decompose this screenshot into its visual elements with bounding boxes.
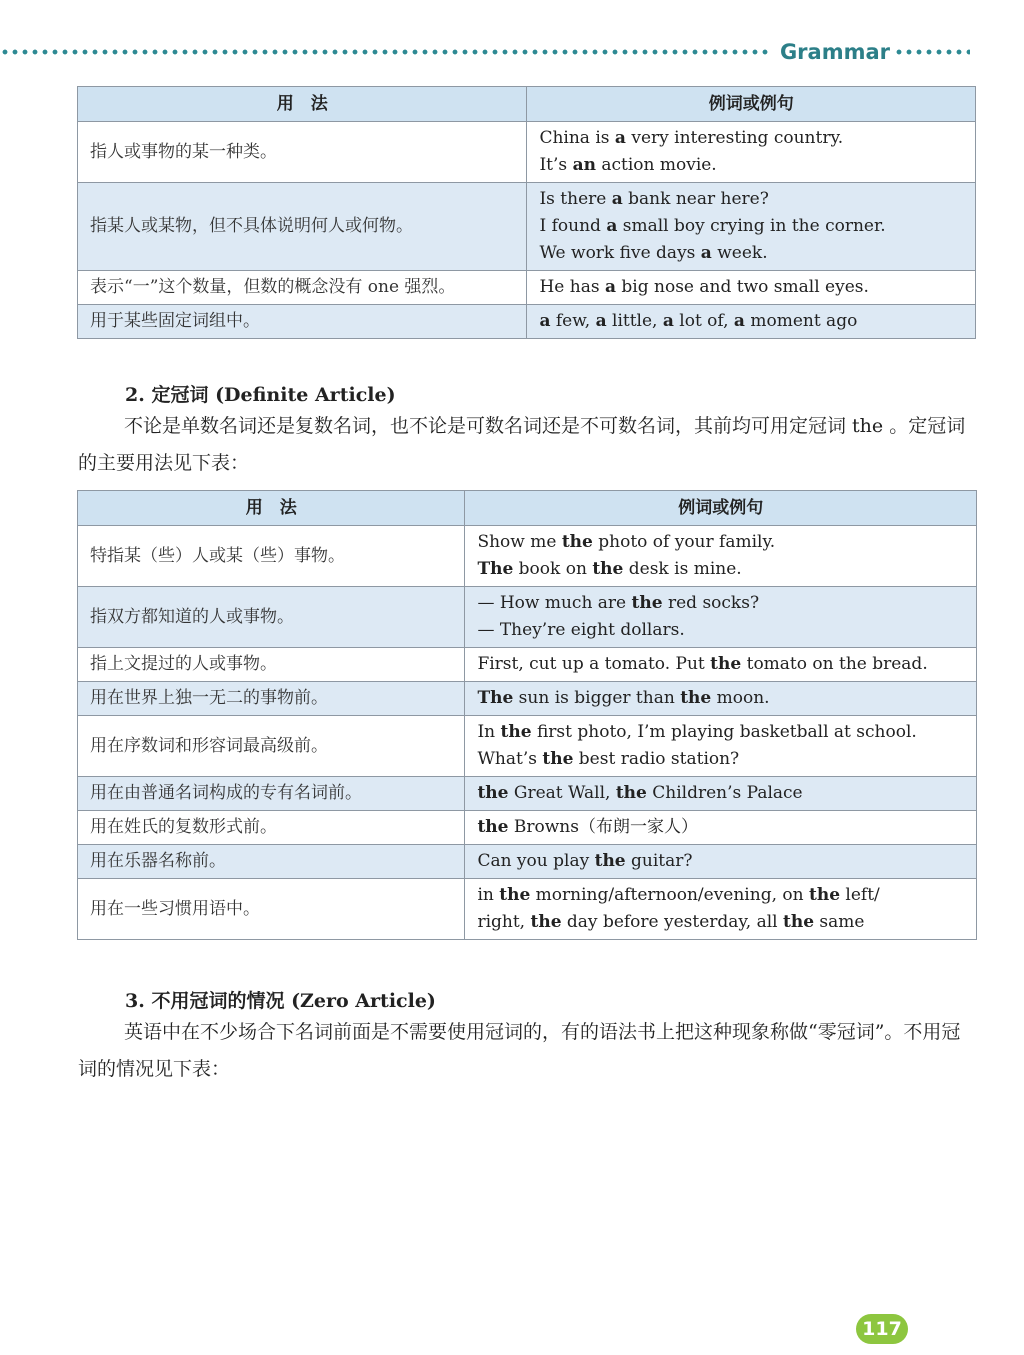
article-highlight: a: [662, 311, 674, 331]
article-highlight: a: [700, 243, 712, 263]
article-highlight: the: [542, 749, 574, 769]
section-title-zero-article: 3. 不用冠词的情况 (Zero Article): [125, 990, 436, 1012]
example-text: I found: [539, 216, 607, 236]
article-highlight: the: [783, 912, 815, 932]
example-text: moon.: [711, 688, 770, 708]
table-row: [78, 305, 976, 339]
example-text: book on: [513, 559, 593, 579]
usage-cell: 特指某（些）人或某（些）事物。: [78, 526, 465, 587]
example-text: week.: [711, 243, 768, 263]
example-sentence: [477, 556, 964, 583]
article-highlight: an: [572, 155, 596, 175]
example-cell: [465, 716, 977, 777]
example-text: First, cut up a tomato. Put: [477, 654, 711, 674]
definite-article-table: [77, 490, 977, 940]
article-highlight: a: [733, 311, 745, 331]
article-highlight: a: [614, 128, 626, 148]
example-sentence: [477, 529, 964, 556]
page-number-badge: 117: [856, 1314, 908, 1344]
table-row: [78, 777, 977, 811]
column-header-examples: 例词或例句: [527, 87, 976, 122]
article-highlight: the: [477, 783, 509, 803]
example-text: — How much are: [477, 593, 632, 613]
example-text: What’s: [477, 749, 543, 769]
example-sentence: [477, 651, 964, 678]
example-sentence: [477, 780, 964, 807]
example-cell: [465, 777, 977, 811]
example-text: It’s: [539, 155, 573, 175]
article-highlight: a: [595, 311, 607, 331]
example-sentence: [477, 617, 964, 644]
usage-cell: 用在一些习惯用语中。: [78, 879, 465, 940]
example-text: photo of your family.: [592, 532, 776, 552]
header-dot-rule: [0, 49, 772, 55]
usage-cell: 指人或事物的某一种类。: [78, 122, 527, 183]
usage-cell: 用在乐器名称前。: [78, 845, 465, 879]
column-header-usage: 用 法: [78, 491, 465, 526]
example-sentence: [477, 685, 964, 712]
example-text: little,: [606, 311, 663, 331]
example-sentence: [539, 152, 963, 179]
example-text: big nose and two small eyes.: [616, 277, 869, 297]
example-cell: [465, 879, 977, 940]
example-text: Show me: [477, 532, 562, 552]
example-sentence: [539, 213, 963, 240]
example-cell: [465, 845, 977, 879]
example-cell: [527, 122, 976, 183]
article-highlight: a: [611, 189, 623, 209]
example-sentence: [477, 909, 964, 936]
table-header-row: [78, 87, 976, 122]
usage-cell: 表示“一”这个数量，但数的概念没有 one 强烈。: [78, 271, 527, 305]
example-cell: [465, 526, 977, 587]
table-row: [78, 526, 977, 587]
article-highlight: the: [594, 851, 626, 871]
example-text: bank near here?: [622, 189, 769, 209]
article-highlight: a: [539, 311, 551, 331]
example-cell: [465, 682, 977, 716]
example-text: very interesting country.: [625, 128, 844, 148]
table-row: [78, 716, 977, 777]
table-row: [78, 845, 977, 879]
article-highlight: the: [710, 654, 742, 674]
header-dot-rule-right: [894, 49, 970, 55]
example-text: He has: [539, 277, 605, 297]
example-sentence: [477, 848, 964, 875]
example-sentence: [477, 590, 964, 617]
example-text: moment ago: [744, 311, 858, 331]
article-highlight: The: [477, 688, 514, 708]
table-row: [78, 122, 976, 183]
article-highlight: a: [606, 216, 618, 236]
example-text: red socks?: [662, 593, 760, 613]
example-cell: [465, 587, 977, 648]
example-text: best radio station?: [573, 749, 740, 769]
usage-cell: 用在序数词和形容词最高级前。: [78, 716, 465, 777]
example-sentence: [539, 274, 963, 301]
example-sentence: [539, 186, 963, 213]
article-highlight: the: [477, 817, 509, 837]
example-text: China is: [539, 128, 615, 148]
usage-cell: 用在由普通名词构成的专有名词前。: [78, 777, 465, 811]
example-text: Browns（布朗一家人）: [508, 817, 698, 837]
example-text: day before yesterday, all: [561, 912, 783, 932]
article-highlight: a: [604, 277, 616, 297]
example-text: morning/afternoon/evening, on: [530, 885, 809, 905]
example-sentence: [477, 882, 964, 909]
usage-cell: 用于某些固定词组中。: [78, 305, 527, 339]
example-text: guitar?: [625, 851, 693, 871]
example-cell: [527, 305, 976, 339]
example-cell: [527, 271, 976, 305]
example-sentence: [477, 746, 964, 773]
section-paragraph-definite-article: 不论是单数名词还是复数名词，也不论是可数名词还是不可数名词，其前均可用定冠词 the 。定冠词的主要用法见下表：: [78, 415, 966, 474]
table-row: [78, 587, 977, 648]
example-text: In: [477, 722, 501, 742]
example-sentence: [539, 308, 963, 335]
table-row: [78, 271, 976, 305]
article-highlight: the: [530, 912, 562, 932]
example-sentence: [477, 814, 964, 841]
table-row: [78, 648, 977, 682]
example-text: We work five days: [539, 243, 701, 263]
article-highlight: the: [499, 885, 531, 905]
article-highlight: the: [680, 688, 712, 708]
section-title-definite-article: 2. 定冠词 (Definite Article): [125, 384, 396, 406]
example-text: small boy crying in the corner.: [617, 216, 886, 236]
example-text: Is there: [539, 189, 612, 209]
example-text: first photo, I’m playing basketball at school.: [531, 722, 917, 742]
table-body: [78, 526, 977, 940]
example-sentence: [477, 719, 964, 746]
table-row: [78, 682, 977, 716]
article-highlight: the: [808, 885, 841, 905]
example-text: — They’re eight dollars.: [477, 620, 685, 640]
usage-cell: 指双方都知道的人或事物。: [78, 587, 465, 648]
usage-cell: 用在姓氏的复数形式前。: [78, 811, 465, 845]
section-paragraph-zero-article: 英语中在不少场合下名词前面是不需要使用冠词的，有的语法书上把这种现象称做“零冠词”。不用冠词的情况见下表：: [78, 1021, 961, 1080]
example-text: lot of,: [673, 311, 734, 331]
example-text: same: [814, 912, 865, 932]
example-text: few,: [550, 311, 596, 331]
example-text: Children’s Palace: [646, 783, 803, 803]
article-highlight: The: [477, 559, 514, 579]
article-highlight: the: [592, 559, 624, 579]
table-body: [78, 122, 976, 339]
example-text: left/: [840, 885, 880, 905]
example-text: action movie.: [595, 155, 717, 175]
example-text: tomato on the bread.: [741, 654, 928, 674]
table-row: [78, 879, 977, 940]
usage-cell: 指上文提过的人或事物。: [78, 648, 465, 682]
usage-cell: 指某人或某物，但不具体说明何人或何物。: [78, 183, 527, 271]
running-header: [0, 36, 970, 68]
column-header-usage: 用 法: [78, 87, 527, 122]
example-text: Great Wall,: [508, 783, 616, 803]
example-text: right,: [477, 912, 531, 932]
example-sentence: [539, 125, 963, 152]
column-header-examples: 例词或例句: [465, 491, 977, 526]
table-header-row: [78, 491, 977, 526]
table-row: [78, 811, 977, 845]
example-text: sun is bigger than: [513, 688, 681, 708]
indefinite-article-table: [77, 86, 976, 339]
example-text: in: [477, 885, 500, 905]
example-cell: [527, 183, 976, 271]
example-text: desk is mine.: [623, 559, 742, 579]
example-cell: [465, 811, 977, 845]
usage-cell: 用在世界上独一无二的事物前。: [78, 682, 465, 716]
article-highlight: the: [500, 722, 532, 742]
header-title: Grammar: [779, 40, 890, 64]
article-highlight: the: [615, 783, 647, 803]
table-row: [78, 183, 976, 271]
article-highlight: the: [631, 593, 663, 613]
example-sentence: [539, 240, 963, 267]
example-cell: [465, 648, 977, 682]
example-text: Can you play: [477, 851, 595, 871]
article-highlight: the: [561, 532, 593, 552]
